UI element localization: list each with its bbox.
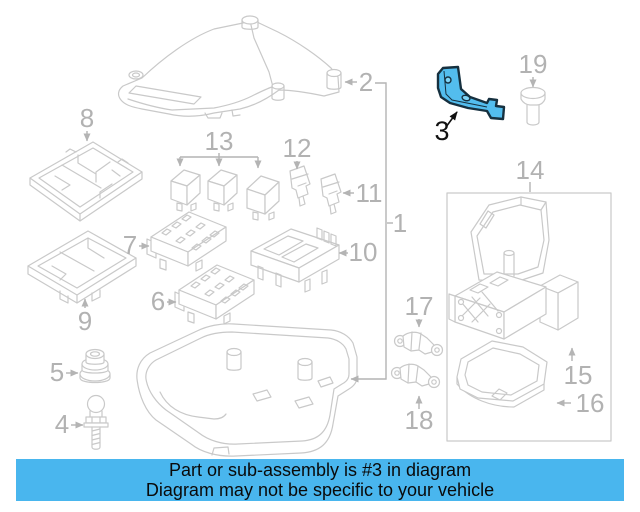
callout-label-6: 6 [150, 286, 166, 316]
part-1-lower-tray [137, 324, 357, 456]
part-9-relay-plate [28, 231, 136, 303]
part-7-fuse-block [147, 212, 226, 271]
part-2-cover [119, 16, 341, 118]
part-3-bracket-highlighted [438, 67, 504, 119]
part-12-fuse [290, 166, 310, 206]
part-4-bolt [84, 396, 108, 450]
part-10-fuse-block [251, 228, 339, 292]
callout-label-19: 19 [518, 49, 548, 79]
part-5-grommet [80, 350, 110, 383]
notice-banner-line2: Diagram may not be specific to your vehicle [145, 480, 495, 500]
callout-line-2-1 [348, 83, 386, 379]
part-3-hole [445, 77, 451, 83]
callout-label-7: 7 [122, 230, 138, 260]
callout-label-9: 9 [77, 306, 93, 336]
part-11-fuse [321, 174, 341, 214]
callout-label-14: 14 [515, 155, 545, 185]
callout-label-16: 16 [575, 388, 605, 418]
part-14-cover-piece [471, 197, 549, 281]
callout-label-3: 3 [434, 116, 450, 146]
callout-label-11: 11 [355, 178, 383, 208]
callout-label-10: 10 [348, 237, 378, 267]
notice-banner [16, 459, 624, 501]
callout-label-12: 12 [282, 133, 312, 163]
callout-label-4: 4 [54, 409, 70, 439]
part-16-lower-cover [457, 341, 547, 407]
part-15-relay-housing [449, 251, 578, 340]
notice-banner-line1: Part or sub-assembly is #3 in diagram [168, 460, 472, 480]
part-3-bracket-body [438, 67, 504, 119]
callout-label-1: 1 [392, 208, 408, 238]
callout-label-5: 5 [49, 357, 65, 387]
callout-label-15: 15 [563, 360, 593, 390]
part-8-relay-plate [30, 142, 142, 221]
callout-label-17: 17 [404, 291, 434, 321]
callout-label-8: 8 [79, 103, 95, 133]
part-18-fusible-link [392, 364, 440, 388]
part-19-bolt [521, 88, 545, 126]
part-6-fuse-block [175, 265, 254, 324]
part-17-fusible-link [395, 332, 443, 356]
callout-label-2: 2 [358, 67, 374, 97]
callout-label-18: 18 [404, 405, 434, 435]
callout-label-13: 13 [204, 126, 234, 156]
